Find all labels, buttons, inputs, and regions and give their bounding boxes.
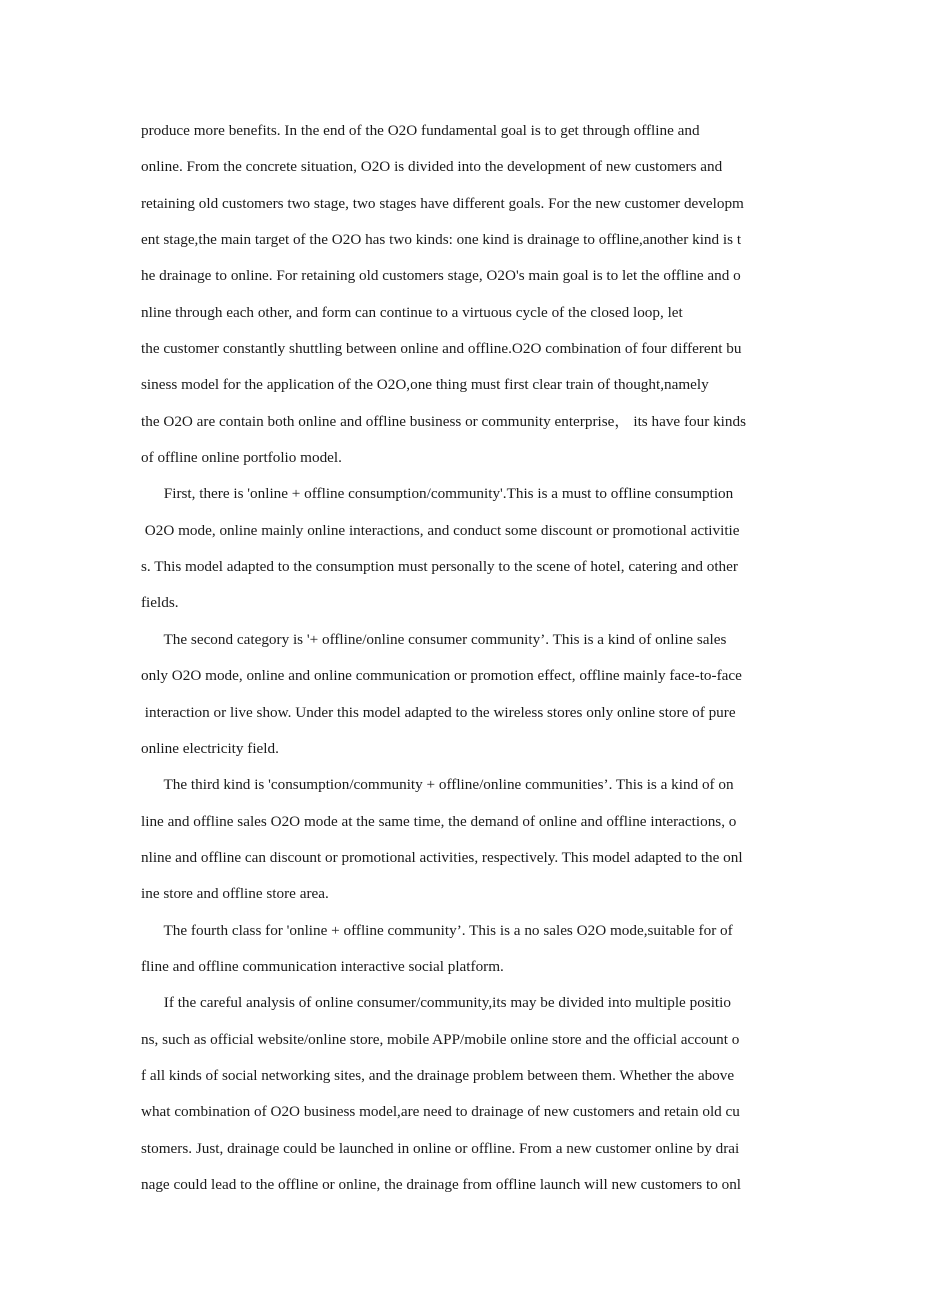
text-line: online electricity field. [141,739,279,757]
text-line: ent stage,the main target of the O2O has two kinds: one kind is drainage to offline,another kind is t [141,231,742,249]
text-line: the O2O are contain both online and offline business or community enterprise， its have four kinds [141,412,746,430]
text-line: online. From the concrete situation, O2O is divided into the development of new customers and [141,158,723,176]
text-line: what combination of O2O business model,are need to drainage of new customers and retain old cu [141,1103,740,1121]
text-line: only O2O mode, online and online communication or promotion effect, offline mainly face-to-face [141,667,742,685]
text-line: retaining old customers two stage, two stages have different goals. For the new customer developm [141,194,744,212]
document-body [141,119,789,1209]
text-line: f all kinds of social networking sites, and the drainage problem between them. Whether the above [141,1066,735,1084]
text-line: he drainage to online. For retaining old customers stage, O2O's main goal is to let the offline and o [141,267,741,285]
text-line: nline and offline can discount or promotional activities, respectively. This model adapted to the onl [141,848,743,866]
text-line: nage could lead to the offline or online, the drainage from offline launch will new customers to onl [141,1175,742,1193]
text-line: The second category is '+ offline/online consumer community’. This is a kind of online sales [141,630,727,648]
text-line: produce more benefits. In the end of the O2O fundamental goal is to get through offline and [141,122,700,139]
text-line: The third kind is 'consumption/community + offline/online communities’. This is a kind of on [141,776,734,794]
text-line: First, there is 'online + offline consumption/community'.This is a must to offline consumption [141,485,734,503]
text-line: line and offline sales O2O mode at the same time, the demand of online and offline interactions, o [141,812,737,830]
text-line: The fourth class for 'online + offline community’. This is a no sales O2O mode,suitable for of [141,921,733,939]
text-line: s. This model adapted to the consumption must personally to the scene of hotel, catering and other [141,558,738,576]
text-line: interaction or live show. Under this model adapted to the wireless stores only online store of pure [141,703,736,721]
text-line: nline through each other, and form can continue to a virtuous cycle of the closed loop, let [141,303,683,321]
text-line: If the careful analysis of online consumer/community,its may be divided into multiple positio [141,994,731,1012]
text-line: fline and offline communication interactive social platform. [141,957,504,975]
text-line: siness model for the application of the O2O,one thing must first clear train of thought,namely [141,376,709,394]
text-line: stomers. Just, drainage could be launched in online or offline. From a new customer online by drai [141,1139,740,1157]
text-line: ine store and offline store area. [141,885,329,903]
text-line: of offline online portfolio model. [141,449,342,467]
text-line: O2O mode, online mainly online interactions, and conduct some discount or promotional activitie [141,521,740,539]
text-line: the customer constantly shuttling between online and offline.O2O combination of four different bu [141,340,742,358]
text-line: fields. [141,594,179,612]
text-line: ns, such as official website/online store, mobile APP/mobile online store and the official account o [141,1030,740,1048]
